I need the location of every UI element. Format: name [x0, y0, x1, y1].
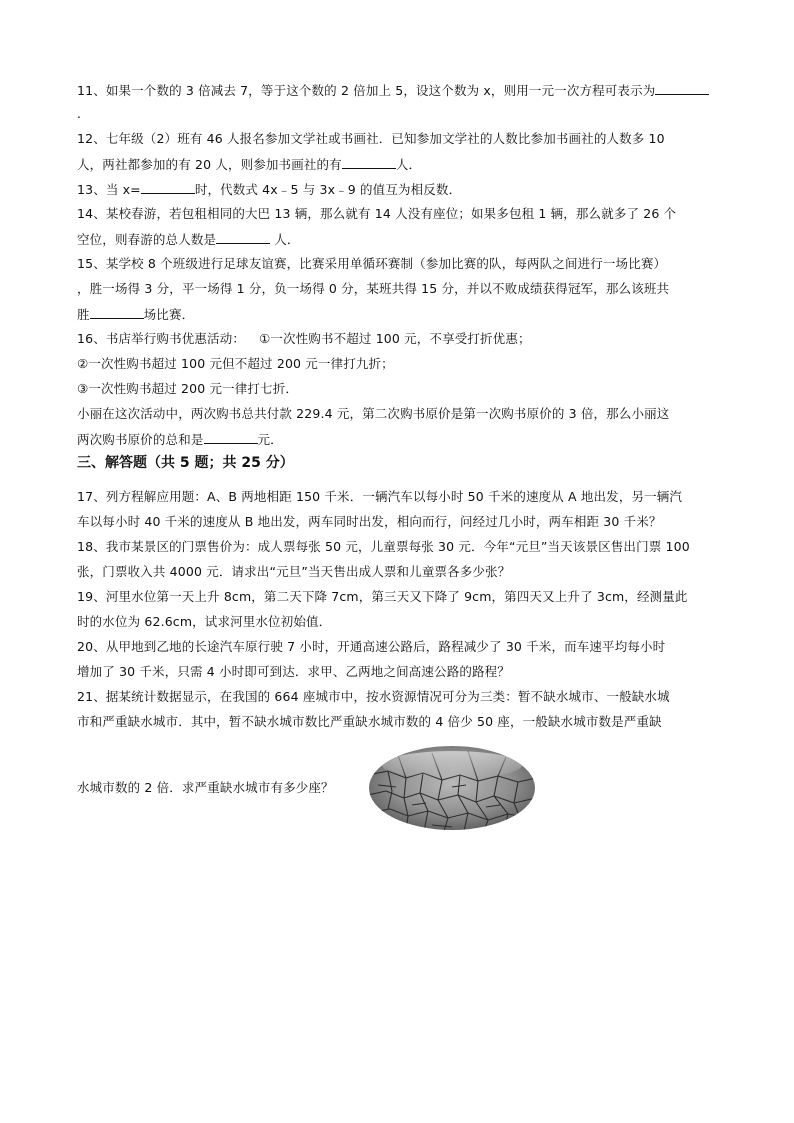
question-14-line-2: 空位，则春游的总人数是 人． — [77, 232, 300, 247]
question-16-line-2: ②一次性购书超过 100 元但不超过 200 元一律打九折； — [77, 356, 394, 371]
problem-20-line-1: 20、从甲地到乙地的长途汽车原行驶 7 小时，开通高速公路后，路程减少了 30 千米，而车速平均每小时 — [77, 639, 666, 654]
question-16-line-1: 16、书店举行购书优惠活动： ①一次性购书不超过 100 元，不享受打折优惠； — [77, 331, 531, 346]
problem-18-line-2: 张，门票收入共 4000 元．请求出“元旦”当天售出成人票和儿童票各多少张？ — [77, 564, 511, 579]
question-15-line-3: 胜 场比赛． — [77, 307, 195, 322]
problem-19-line-1: 19、河里水位第一天上升 8cm，第二天下降 7cm，第三天又下降了 9cm，第四天又上升了 3cm，经测量此 — [77, 589, 688, 604]
question-16-line-4: 小丽在这次活动中，两次购书总共付款 229.4 元，第二次购书原价是第一次购书原价的 3 倍，那么小丽这 — [77, 406, 670, 421]
problem-21-line-2: 市和严重缺水城市．其中，暂不缺水城市数比严重缺水城市数的 4 倍少 50 座，一般缺水城市数是严重缺 — [77, 714, 662, 729]
question-16-line-5: 两次购书原价的总和是 元． — [77, 432, 283, 447]
question-16-line-3: ③一次性购书超过 200 元一律打七折． — [77, 381, 299, 396]
answer-blank[interactable] — [141, 181, 195, 194]
problem-17-line-1: 17、列方程解应用题：A、B 两地相距 150 千米．一辆汽车以每小时 50 千米的速度从 A 地出发，另一辆汽 — [77, 489, 683, 504]
problem-21-line-3: 水城市数的 2 倍．求严重缺水城市有多少座？ — [77, 780, 334, 795]
question-12-line-2: 人，两社都参加的有 20 人，则参加书画社的有 人． — [77, 157, 422, 172]
problem-19-line-2: 时的水位为 62.6cm，试求河里水位初始值． — [77, 614, 332, 629]
cracked-earth-photo — [368, 745, 536, 831]
question-12-line-1: 12、七年级（2）班有 46 人报名参加文学社或书画社．已知参加文学社的人数比参加书画社的人数多 10 — [77, 131, 665, 146]
problem-20-line-2: 增加了 30 千米，只需 4 小时即可到达．求甲、乙两地之间高速公路的路程？ — [77, 664, 510, 679]
problem-17-line-2: 车以每小时 40 千米的速度从 B 地出发，两车同时出发，相向而行，问经过几小时，两车相距 30 千米？ — [77, 514, 662, 529]
answer-blank[interactable] — [216, 231, 270, 244]
question-14-line-1: 14、某校春游，若包租相同的大巴 13 辆，那么就有 14 人没有座位；如果多包租 1 辆，那么就多了 26 个 — [77, 206, 677, 221]
cracked-earth-icon — [368, 745, 536, 831]
answer-blank[interactable] — [342, 156, 396, 169]
question-11-line-2: . — [77, 106, 82, 121]
problem-21-line-1: 21、据某统计数据显示，在我国的 664 座城市中，按水资源情况可分为三类：暂不缺水城市、一般缺水城 — [77, 689, 670, 704]
section-3-title: 三、解答题（共 5 题；共 25 分） — [77, 455, 294, 471]
answer-blank[interactable] — [204, 431, 258, 444]
question-13: 13、当 x= 时，代数式 4x﹣5 与 3x﹣9 的值互为相反数． — [77, 182, 462, 197]
question-11-line-1: 11、如果一个数的 3 倍减去 7，等于这个数的 2 倍加上 5，设这个数为 x，则用一元一次方程可表示为 — [77, 82, 709, 99]
problem-18-line-1: 18、我市某景区的门票售价为：成人票每张 50 元，儿童票每张 30 元．今年“元旦”当天该景区售出门票 100 — [77, 539, 690, 554]
question-15-line-2: ，胜一场得 3 分，平一场得 1 分，负一场得 0 分，某班共得 15 分，并以不败成绩获得冠军，那么该班共 — [77, 281, 670, 296]
answer-blank[interactable] — [655, 82, 709, 95]
answer-blank[interactable] — [90, 306, 144, 319]
question-15-line-1: 15、某学校 8 个班级进行足球友谊赛，比赛采用单循环赛制（参加比赛的队，每两队之间进行一场比赛） — [77, 256, 667, 271]
